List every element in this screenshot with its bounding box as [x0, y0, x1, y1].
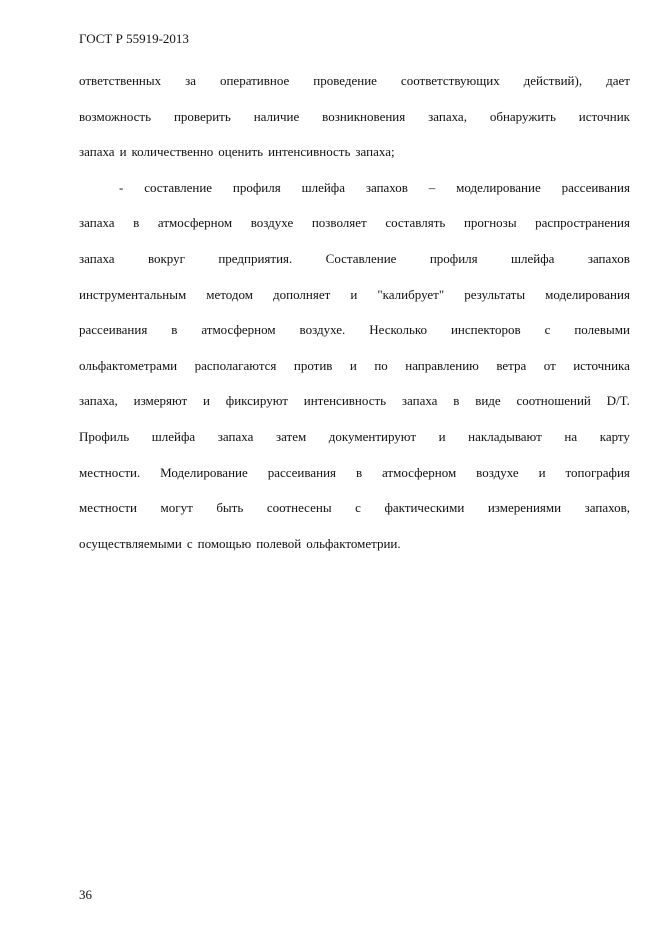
text-word: запаха — [79, 250, 115, 266]
text-word: количественно — [131, 144, 214, 160]
text-word: моделирование — [456, 179, 541, 195]
text-line — [79, 419, 630, 455]
text-word: измерениями — [487, 500, 562, 516]
text-word: рассеивания — [561, 179, 630, 195]
text-word: – — [428, 179, 436, 195]
text-word: шлейфа — [511, 250, 555, 266]
text-word: вокруг — [147, 250, 185, 266]
text-word: ольфактометрии. — [306, 535, 401, 551]
document-body-text — [79, 63, 630, 561]
text-line — [79, 490, 630, 526]
text-word: воздухе — [250, 215, 294, 231]
text-word: профиля — [232, 179, 281, 195]
text-word: результаты — [464, 286, 526, 302]
text-word: и — [538, 464, 546, 480]
text-word: фактическими — [384, 500, 465, 516]
text-word: против — [293, 357, 333, 373]
text-word: запаха — [217, 428, 254, 444]
text-word: интенсивность — [268, 144, 351, 160]
text-line — [79, 277, 630, 313]
text-word: в — [355, 464, 363, 480]
text-word: позволяет — [311, 215, 367, 231]
document-header: ГОСТ Р 55919-2013 — [79, 31, 189, 46]
text-word: запахов — [587, 250, 630, 266]
text-word: запаха — [79, 144, 115, 160]
text-word: запаха; — [355, 144, 395, 160]
text-word: местности. — [79, 464, 141, 480]
text-line — [79, 241, 630, 277]
text-word: документируют — [328, 428, 417, 444]
text-line — [79, 63, 630, 99]
text-word: методом — [206, 286, 253, 302]
text-word: запахов, — [584, 500, 630, 516]
text-word: инструментальным — [79, 286, 187, 302]
text-word: атмосферном — [157, 215, 233, 231]
text-word: проведение — [313, 73, 377, 88]
text-line — [79, 455, 630, 491]
text-word: быть — [216, 500, 244, 516]
text-line — [79, 526, 630, 562]
text-word: рассеивания — [267, 464, 337, 480]
text-line — [79, 348, 630, 384]
text-word: дает — [606, 73, 630, 88]
text-word: шлейфа — [151, 428, 196, 444]
text-word: на — [564, 428, 578, 444]
text-word: Профиль — [79, 428, 130, 444]
text-word: запахов — [365, 179, 408, 195]
text-word: в — [133, 215, 140, 231]
text-word: за — [185, 73, 196, 88]
text-word: фиксируют — [225, 393, 288, 409]
text-word: интенсивность — [303, 393, 387, 409]
text-word: рассеивания — [79, 322, 148, 338]
text-word: карту — [599, 428, 630, 444]
text-word: действий), — [523, 73, 583, 88]
text-word: топография — [565, 464, 630, 480]
text-word: ветра — [496, 357, 527, 373]
text-word: Составление — [325, 250, 397, 266]
text-word: от — [543, 357, 556, 373]
text-word: измеряют — [133, 393, 188, 409]
text-word: помощью — [197, 535, 252, 551]
text-word: составлять — [385, 215, 446, 231]
text-word: запаха — [401, 393, 438, 409]
text-word: оперативное — [219, 73, 290, 88]
text-word: инспекторов — [450, 322, 521, 338]
text-word: моделирования — [545, 286, 630, 302]
text-word: предприятия. — [218, 250, 293, 266]
text-word: D/T. — [606, 393, 630, 409]
text-word: Моделирование — [160, 464, 248, 480]
text-word: дополняет — [273, 286, 331, 302]
text-word: осуществляемыми — [79, 535, 182, 551]
text-word: и — [350, 286, 358, 302]
text-word: запаха, — [79, 393, 118, 409]
text-word: с — [186, 535, 193, 551]
text-word: атмосферном — [201, 322, 276, 338]
text-word: в — [453, 393, 460, 409]
text-line — [79, 312, 630, 348]
text-word: с — [355, 500, 361, 516]
text-word: возможность — [79, 108, 152, 124]
text-word: наличие — [253, 108, 300, 124]
text-word: располагаются — [194, 357, 277, 373]
text-word: Несколько — [369, 322, 428, 338]
text-word: полевыми — [574, 322, 630, 338]
text-word: ольфактометрами — [79, 357, 178, 373]
text-word: источника — [573, 357, 630, 373]
text-word: возникновения — [322, 108, 406, 124]
text-word: и — [119, 144, 127, 160]
text-line — [79, 99, 630, 135]
text-word: шлейфа — [301, 179, 345, 195]
page-number: 36 — [79, 887, 92, 902]
text-word: оценить — [218, 144, 264, 160]
text-line — [79, 205, 630, 241]
text-word: с — [544, 322, 551, 338]
text-word: местности — [79, 500, 137, 516]
text-word: полевой — [256, 535, 302, 551]
text-word: в — [171, 322, 178, 338]
text-word: обнаружить — [489, 108, 556, 124]
text-word: соотнесены — [266, 500, 332, 516]
text-line — [79, 170, 630, 206]
text-word: запаха — [79, 215, 115, 231]
text-word: - — [119, 179, 124, 195]
text-word: источник — [578, 108, 630, 124]
text-word: виде — [475, 393, 501, 409]
text-word: "калибрует" — [377, 286, 445, 302]
text-word: и — [438, 428, 446, 444]
text-word: профиля — [429, 250, 478, 266]
text-word: воздухе — [476, 464, 519, 480]
text-word: прогнозы — [463, 215, 517, 231]
text-line — [79, 134, 630, 170]
text-word: ответственных — [79, 73, 162, 88]
text-word: по — [374, 357, 388, 373]
text-word: могут — [160, 500, 193, 516]
text-word: соотношений — [516, 393, 591, 409]
text-word: воздухе. — [299, 322, 346, 338]
text-word: накладывают — [468, 428, 542, 444]
text-word: затем — [275, 428, 307, 444]
text-word: соответствующих — [400, 73, 500, 88]
text-word: и — [203, 393, 210, 409]
text-word: составление — [144, 179, 213, 195]
text-word: запаха, — [428, 108, 467, 124]
text-word: направлению — [405, 357, 479, 373]
text-word: атмосферном — [382, 464, 457, 480]
text-word: и — [349, 357, 357, 373]
text-word: распространения — [535, 215, 630, 231]
text-line — [79, 383, 630, 419]
text-word: проверить — [173, 108, 231, 124]
